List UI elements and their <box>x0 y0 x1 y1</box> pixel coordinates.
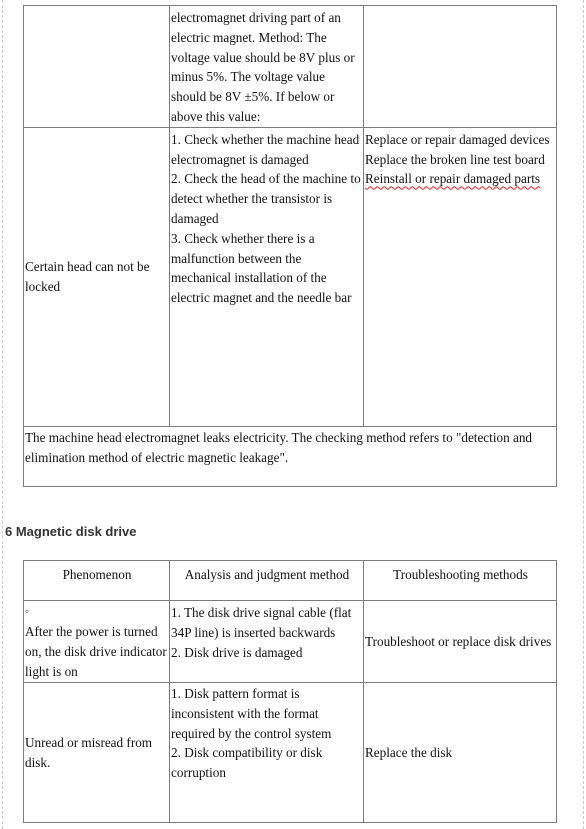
phenomenon-cell: Unread or misread from disk. <box>24 683 170 823</box>
troubleshooting-cell: Troubleshoot or replace disk drives <box>364 601 557 683</box>
left-margin-guide <box>2 0 3 829</box>
phenomenon-text: After the power is turned on, the disk drive indicator light is on <box>25 624 167 679</box>
analysis-cell <box>170 127 364 426</box>
table-row <box>24 601 557 683</box>
table-row <box>24 127 557 426</box>
note-cell: The machine head electromagnet leaks electricity. The checking method refers to "detection and elimination method of electric magnetic leakage". <box>24 426 557 486</box>
column-header: Troubleshooting methods <box>364 561 557 601</box>
electromagnet-troubleshooting-table <box>23 5 557 487</box>
column-header: Phenomenon <box>24 561 170 601</box>
analysis-cell: electromagnet driving part of an electric magnet. Method: The voltage value should be 8V plus or minus 5%. The voltage value should be 8V ±5%. If below or above this value: <box>170 6 364 128</box>
phenomenon-cell: Certain head can not be locked <box>24 127 170 426</box>
analysis-step: 1. Check whether the machine head electromagnet is damaged <box>171 131 360 167</box>
troubleshooting-cell <box>364 127 557 426</box>
analysis-step: 3. Check whether there is a malfunction between the mechanical installation of the electric magnet and the needle bar <box>171 230 352 306</box>
analysis-cell <box>170 683 364 823</box>
phenomenon-cell <box>24 601 170 683</box>
section-heading: 6 Magnetic disk drive <box>5 524 137 539</box>
remedy-item: Replace the broken line test board <box>365 151 545 167</box>
table-row <box>24 6 557 128</box>
troubleshooting-cell <box>364 6 557 128</box>
table-row <box>24 683 557 823</box>
remedy-item: Reinstall or repair damaged parts <box>365 171 541 187</box>
table-header-row <box>24 561 557 601</box>
table-row <box>24 426 557 486</box>
analysis-step: 2. Disk compatibility or disk corruption <box>171 745 323 781</box>
troubleshooting-cell: Replace the disk <box>364 683 557 823</box>
bullet-mark: ◦ <box>25 606 29 618</box>
column-header: Analysis and judgment method <box>170 561 364 601</box>
analysis-step: 2. Check the head of the machine to detect whether the transistor is damaged <box>171 171 361 226</box>
analysis-step: 1. Disk pattern format is inconsistent with the format required by the control system <box>171 686 332 741</box>
analysis-cell <box>170 601 364 683</box>
right-margin-guide <box>583 0 584 829</box>
analysis-step: 2. Disk drive is damaged <box>171 644 303 660</box>
remedy-item: Replace or repair damaged devices <box>365 131 550 147</box>
phenomenon-cell <box>24 6 170 128</box>
analysis-step: 1. The disk drive signal cable (flat 34P line) is inserted backwards <box>171 605 352 640</box>
disk-drive-troubleshooting-table <box>23 560 557 823</box>
